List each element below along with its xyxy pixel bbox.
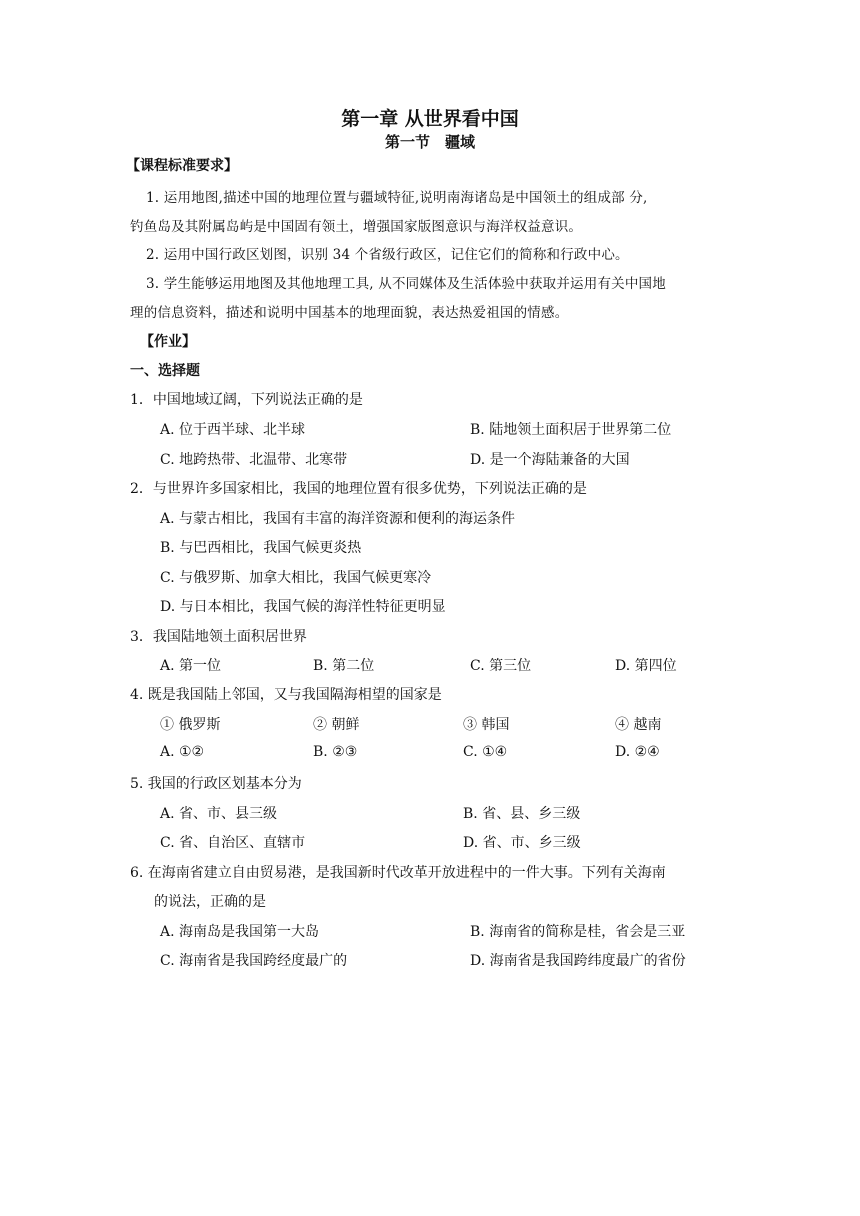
question-2-stem: 2．与世界许多国家相比，我国的地理位置有很多优势，下列说法正确的是 — [130, 481, 587, 497]
question-5-option-b: B. 省、县、乡三级 — [463, 806, 581, 822]
question-1-option-b: B. 陆地领土面积居于世界第二位 — [470, 422, 672, 438]
question-2-option-b: B. 与巴西相比，我国气候更炎热 — [160, 540, 362, 556]
question-4-item-4: ④ 越南 — [615, 717, 662, 733]
standard-3-line-1: 3. 学生能够运用地图及其他地理工具, 从不同媒体及生活体验中获取并运用有关中国地 — [146, 276, 666, 292]
question-4-option-c: C. ①④ — [463, 744, 508, 760]
question-1-option-d: D. 是一个海陆兼备的大国 — [470, 452, 630, 468]
choice-section-heading: 一、选择题 — [130, 363, 200, 379]
question-3-option-c: C. 第三位 — [470, 658, 532, 674]
question-6-stem-line-2: 的说法，正确的是 — [154, 894, 266, 910]
question-2-option-d: D. 与日本相比，我国气候的海洋性特征更明显 — [160, 599, 446, 615]
question-5-option-a: A. 省、市、县三级 — [160, 806, 278, 822]
question-1-option-c: C. 地跨热带、北温带、北寒带 — [160, 452, 348, 468]
question-4-option-d: D. ②④ — [615, 744, 660, 760]
standard-1-line-1: 1. 运用地图,描述中国的地理位置与疆域特征,说明南海诸岛是中国领土的组成部 分, — [146, 190, 648, 206]
section-title: 第一节 疆域 — [384, 133, 475, 151]
standards-heading: 【课程标准要求】 — [126, 158, 238, 174]
question-5-stem: 5. 我国的行政区划基本分为 — [130, 776, 302, 792]
question-2-option-a: A. 与蒙古相比，我国有丰富的海洋资源和便利的海运条件 — [160, 511, 516, 527]
question-4-option-b: B. ②③ — [313, 744, 358, 760]
question-6-option-d: D. 海南省是我国跨纬度最广的省份 — [470, 953, 686, 969]
question-3-option-a: A. 第一位 — [160, 658, 222, 674]
standard-2-line-1: 2. 运用中国行政区划图，识别 34 个省级行政区，记住它们的简称和行政中心。 — [146, 247, 629, 263]
chapter-title: 第一章 从世界看中国 — [341, 108, 519, 130]
question-4-option-a: A. ①② — [160, 744, 205, 760]
question-4-item-3: ③ 韩国 — [463, 717, 510, 733]
homework-heading: 【作业】 — [140, 334, 196, 350]
question-2-option-c: C. 与俄罗斯、加拿大相比，我国气候更寒冷 — [160, 570, 432, 586]
question-6-option-c: C. 海南省是我国跨经度最广的 — [160, 953, 348, 969]
question-1-option-a: A. 位于西半球、北半球 — [160, 422, 306, 438]
question-5-option-d: D. 省、市、乡三级 — [463, 835, 581, 851]
question-6-option-b: B. 海南省的简称是桂，省会是三亚 — [470, 924, 686, 940]
standard-3-line-2: 理的信息资料，描述和说明中国基本的地理面貌，表达热爱祖国的情感。 — [130, 305, 569, 321]
question-1-stem: 1．中国地域辽阔，下列说法正确的是 — [130, 392, 363, 408]
question-6-option-a: A. 海南岛是我国第一大岛 — [160, 924, 320, 940]
question-5-option-c: C. 省、自治区、直辖市 — [160, 835, 306, 851]
question-3-stem: 3．我国陆地领土面积居世界 — [130, 629, 307, 645]
question-4-stem: 4. 既是我国陆上邻国，又与我国隔海相望的国家是 — [130, 687, 442, 703]
question-3-option-d: D. 第四位 — [615, 658, 677, 674]
question-4-item-2: ② 朝鲜 — [313, 717, 360, 733]
question-4-item-1: ① 俄罗斯 — [160, 717, 221, 733]
question-3-option-b: B. 第二位 — [313, 658, 375, 674]
standard-1-line-2: 钓鱼岛及其附属岛屿是中国固有领土，增强国家版图意识与海洋权益意识。 — [130, 219, 583, 235]
question-6-stem-line-1: 6. 在海南省建立自由贸易港，是我国新时代改革开放进程中的一件大事。下列有关海南 — [130, 865, 666, 881]
